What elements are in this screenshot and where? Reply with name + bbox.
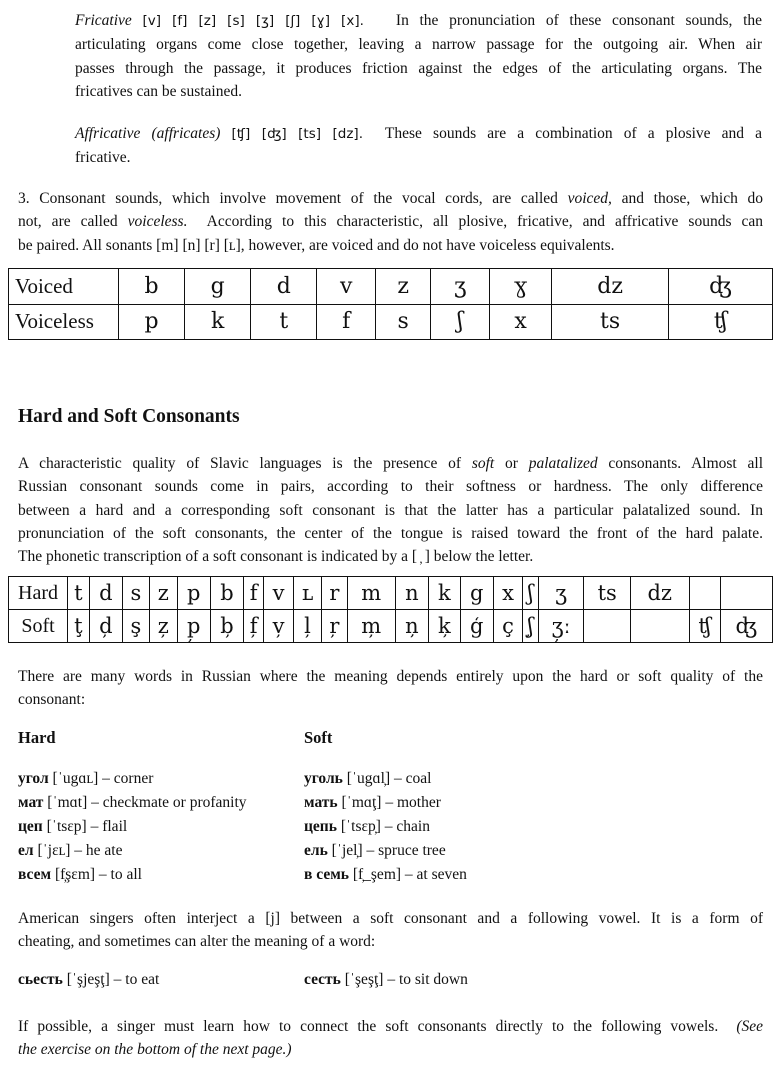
list-item [304, 791, 467, 815]
word: всем [18, 866, 52, 883]
fricative-line-1: articulating organs come close together, leaving a narrow passage for the outgoing air. When air [75, 36, 762, 54]
voiceless-cell: x [490, 304, 552, 340]
word: цеп [18, 818, 43, 835]
soft-word-list [304, 767, 467, 887]
many-words-line-0: There are many words in Russian where the meaning depends entirely upon the hard or soft quality of the [18, 668, 763, 685]
hard-cell: g [460, 577, 493, 610]
hard-cell [689, 577, 720, 610]
list-item [304, 839, 467, 863]
meaning: – corner [102, 770, 154, 787]
fricative-line-0: In the pronunciation of these consonant sounds, the [395, 12, 763, 29]
hard-cell: m [347, 577, 395, 610]
transcription: [ˈmɑt] [47, 794, 88, 811]
voiceless-cell: k [185, 304, 251, 340]
affricative-line-1: fricative. [75, 149, 131, 167]
hard-word-list [18, 767, 247, 887]
soft-cell: ķ [429, 610, 461, 643]
word: угол [18, 770, 49, 787]
voiceless-cell: ts [552, 304, 669, 340]
hard-cell: f [244, 577, 264, 610]
row-label-voiced: Voiced [9, 269, 119, 305]
meaning: – mother [385, 794, 441, 811]
meaning: – to eat [113, 971, 160, 988]
list-item [304, 815, 467, 839]
list-item [18, 863, 247, 887]
list-item [18, 839, 247, 863]
soft-cell: v̦ [264, 610, 294, 643]
hard-column-label: Hard [18, 728, 56, 747]
voiced-cell: b [119, 269, 185, 305]
hard-cell [720, 577, 772, 610]
soft-cell: ţ [68, 610, 90, 643]
list-item [304, 863, 467, 887]
hs-line-4: The phonetic transcription of a soft consonant is indicated by a [ ̦ ] below the letter. [18, 548, 534, 566]
voiced-cell: v [317, 269, 376, 305]
voiceless-cell: f [317, 304, 376, 340]
table-row-soft [9, 610, 773, 643]
soft-cell [630, 610, 689, 643]
voiced-line-0b: and those, which do [621, 190, 764, 207]
transcription: [ˈtsɛp] [46, 818, 87, 835]
final-line-0: If possible, a singer must learn how to connect the soft consonants directly to the following vowels. [18, 1018, 719, 1035]
hs-line-1: Russian consonant sounds come in pairs, according to their softness or hardness. The only difference [18, 478, 763, 496]
list-item [18, 815, 247, 839]
word: уголь [304, 770, 343, 787]
list-item [18, 791, 247, 815]
list-item [304, 767, 467, 791]
hard-cell: n [395, 577, 428, 610]
soft-cell: ʒ̦ː [538, 610, 584, 643]
fricative-paragraph [75, 9, 762, 103]
soft-cell: d̦ [89, 610, 122, 643]
american-line-0: American singers often interject a [j] between a soft consonant and a following vowel. It is a form of [18, 910, 763, 927]
hard-cell: b [210, 577, 243, 610]
soft-cell: r̦ [322, 610, 347, 643]
table-row-voiceless [9, 304, 773, 340]
voiceless-cell: ʃ [431, 304, 490, 340]
soft-cell: ģ [460, 610, 493, 643]
meaning: – checkmate or profanity [91, 794, 247, 811]
voiced-cell: ɣ [490, 269, 552, 305]
transcription: [f̦şɛm] [54, 866, 96, 883]
transcription: [ˈşjeşţ] [66, 971, 110, 988]
soft-column-label: Soft [304, 728, 333, 747]
fricative-line-2: passes through the passage, it produces friction against the edges of the articulating organs. The [75, 59, 762, 77]
fricative-line-3: fricatives can be sustained. [75, 82, 242, 100]
soft-cell: ʃ̦ [523, 610, 538, 643]
final-note-start: (See [736, 1018, 764, 1035]
row-label-soft: Soft [9, 610, 68, 643]
soft-cell: ç [493, 610, 523, 643]
hard-cell: dz [630, 577, 689, 610]
affricative-line-0: These sounds are a combination of a plosive and a [384, 125, 763, 142]
hard-soft-table [8, 576, 773, 643]
hard-cell: k [429, 577, 461, 610]
palatalized-term: palatalized [528, 455, 598, 472]
hs-line-0b: consonants. Almost all [608, 455, 764, 472]
hard-cell: t [68, 577, 90, 610]
voiceless-cell: p [119, 304, 185, 340]
word: сесть [304, 971, 341, 988]
meaning: – he ate [74, 842, 123, 859]
soft-cell: ņ [395, 610, 428, 643]
hard-cell: d [89, 577, 122, 610]
fricative-term: Fricative [75, 12, 132, 29]
row-label-voiceless: Voiceless [9, 304, 119, 340]
soft-cell: f̦ [244, 610, 264, 643]
final-note-end: the exercise on the bottom of the next page.) [18, 1041, 292, 1059]
voiced-line-0: 3. Consonant sounds, which involve movement of the vocal cords, are called [18, 190, 558, 207]
soft-cell: ʤ [720, 610, 772, 643]
voiced-paragraph [18, 187, 763, 257]
hard-cell: p [177, 577, 210, 610]
voiced-line-1a: not, are called [18, 213, 118, 231]
voiced-cell: ʒ [431, 269, 490, 305]
soft-cell [584, 610, 630, 643]
affricative-term: Affricative (affricates) [75, 125, 221, 142]
fricative-symbols: [v] [f] [z] [s] [ʒ] [ʃ] [ɣ] [x]. [142, 13, 364, 29]
word: ел [18, 842, 34, 859]
voiceless-cell: s [376, 304, 431, 340]
transcription: [f̦_şem] [352, 866, 402, 883]
soft-cell: b̦ [210, 610, 243, 643]
many-words-line-1: consonant: [18, 691, 86, 709]
soft-cell: l̦ [293, 610, 321, 643]
meaning: – flail [90, 818, 128, 835]
voiceless-cell: t [251, 304, 317, 340]
word: цепь [304, 818, 337, 835]
soft-cell: ʧ [689, 610, 720, 643]
hard-cell: x [493, 577, 523, 610]
voiceless-term: voiceless. [127, 213, 188, 231]
transcription: [ˈşeşţ] [344, 971, 384, 988]
hs-or: or [505, 455, 518, 472]
word: ель [304, 842, 328, 859]
voiced-cell: g [185, 269, 251, 305]
meaning: – coal [394, 770, 432, 787]
word: мать [304, 794, 338, 811]
voiced-term: voiced, [567, 190, 612, 207]
transcription: [ˈtsɛp̦] [340, 818, 381, 835]
hard-cell: v [264, 577, 294, 610]
word: мат [18, 794, 44, 811]
affricative-paragraph [75, 122, 762, 170]
affricative-symbols: [ʧ] [ʤ] [ts] [dz]. [231, 126, 363, 142]
soft-cell: m̦ [347, 610, 395, 643]
soft-cell: z̦ [149, 610, 177, 643]
voiced-line-2: be paired. All sonants [m] [n] [r] [ʟ], however, are voiced and do not have voiceless equivalents. [18, 236, 615, 254]
american-line-1: cheating, and sometimes can alter the meaning of a word: [18, 933, 376, 951]
transcription: [ˈugɑl̦] [346, 770, 391, 787]
hs-line-3: pronunciation of the soft consonants, the center of the tongue is raised toward the front of the hard palate. [18, 524, 763, 542]
final-paragraph [18, 1015, 763, 1062]
list-item [18, 767, 247, 791]
voiced-line-1b: According to this characteristic, all plosive, fricative, and affricative sounds can [206, 213, 764, 231]
meaning: – spruce tree [366, 842, 446, 859]
meaning: – to all [98, 866, 142, 883]
table-row-voiced [9, 269, 773, 305]
sit-word [304, 968, 468, 992]
transcription: [ˈjel̦] [331, 842, 363, 859]
soft-cell: ş [122, 610, 149, 643]
hard-cell: ʃ [523, 577, 538, 610]
meaning: – at seven [404, 866, 467, 883]
hs-line-2: between a hard and a corresponding soft consonant is that the latter has a particular palatalized sound. In [18, 501, 763, 519]
soft-cell: p̦ [177, 610, 210, 643]
section-title: Hard and Soft Consonants [18, 406, 240, 427]
word: сьесть [18, 971, 63, 988]
voiced-voiceless-table [8, 268, 773, 340]
voiced-cell: dz [552, 269, 669, 305]
hard-cell: s [122, 577, 149, 610]
hard-cell: z [149, 577, 177, 610]
table-row-hard [9, 577, 773, 610]
transcription: [ˈjɛʟ] [37, 842, 71, 859]
voiced-cell: ʤ [669, 269, 773, 305]
hard-cell: ʒ [538, 577, 584, 610]
voiceless-cell: ʧ [669, 304, 773, 340]
transcription: [ˈugɑʟ] [52, 770, 99, 787]
row-label-hard: Hard [9, 577, 68, 610]
hard-soft-paragraph [18, 452, 763, 568]
eat-word [18, 968, 159, 992]
hard-cell: ʟ [293, 577, 321, 610]
hard-cell: ts [584, 577, 630, 610]
american-paragraph [18, 907, 763, 954]
hard-cell: r [322, 577, 347, 610]
hs-line-0: A characteristic quality of Slavic languages is the presence of [18, 455, 462, 472]
transcription: [ˈmɑţ] [341, 794, 382, 811]
meaning: – to sit down [387, 971, 468, 988]
word: в семь [304, 866, 349, 883]
meaning: – chain [384, 818, 430, 835]
soft-term: soft [471, 455, 495, 472]
voiced-cell: d [251, 269, 317, 305]
many-words-paragraph [18, 665, 763, 712]
voiced-cell: z [376, 269, 431, 305]
